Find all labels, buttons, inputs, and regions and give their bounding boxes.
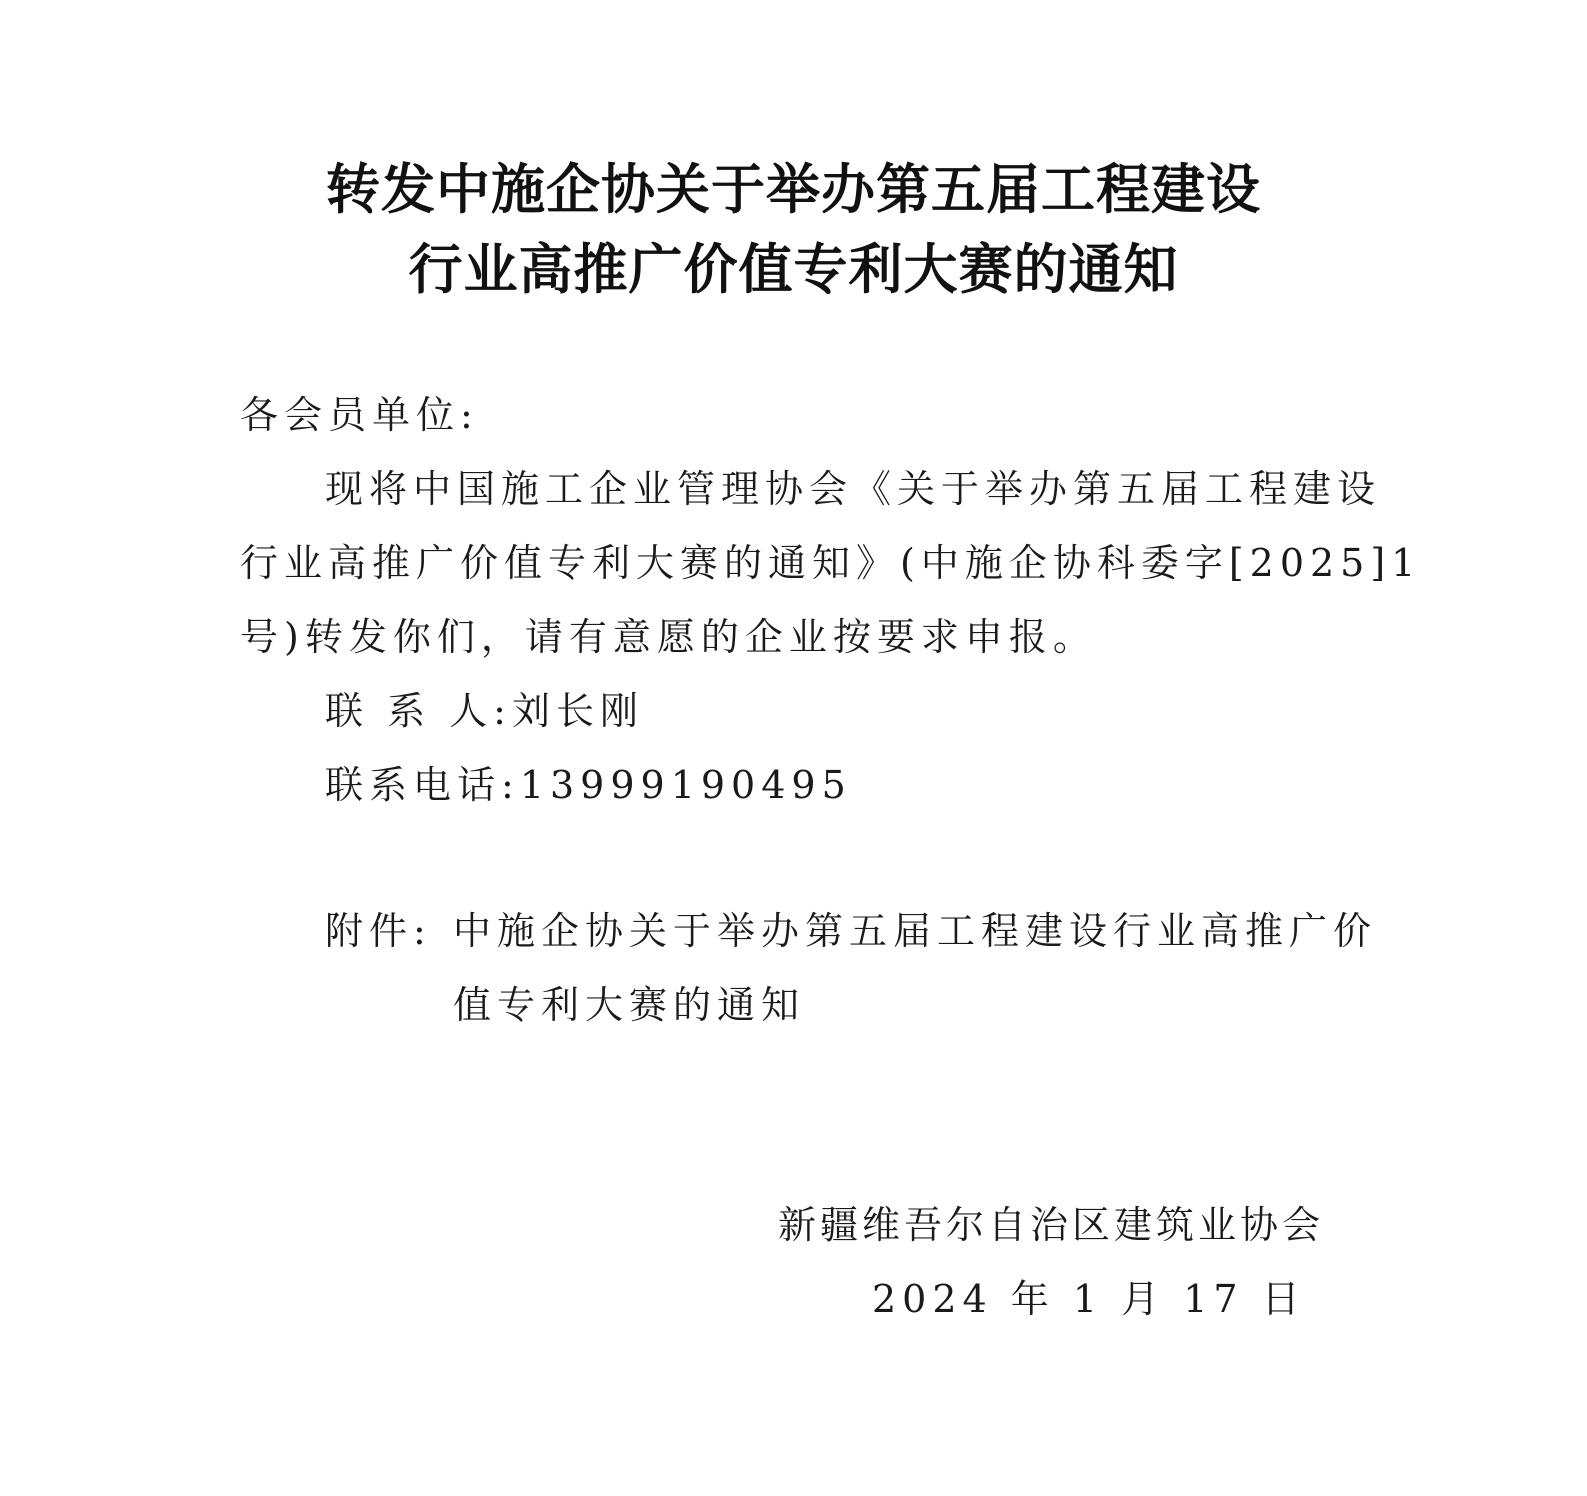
body-paragraph-line-2: 行业高推广价值专利大赛的通知》(中施企协科委字[2025]1 (240, 541, 1422, 585)
document-title-line-2: 行业高推广价值专利大赛的通知 (408, 237, 1179, 301)
contact-phone (325, 762, 852, 808)
attachment-title-line-1: 中施企协关于举办第五届工程建设行业高推广价 (453, 909, 1378, 953)
body-paragraph-line-3: 号)转发你们，请有意愿的企业按要求申报。 (240, 615, 1097, 659)
attachment-title-line-2: 值专利大赛的通知 (453, 983, 806, 1027)
contact-person-label: 联 系 人: (325, 689, 512, 733)
contact-phone-label: 联系电话: (325, 763, 520, 807)
contact-phone-value: 13999190495 (519, 763, 852, 807)
salutation: 各会员单位: (240, 393, 479, 437)
issuer-name: 新疆维吾尔自治区建筑业协会 (778, 1203, 1325, 1247)
body-paragraph-line-1: 现将中国施工企业管理协会《关于举办第五届工程建设 (325, 467, 1382, 511)
document-title-line-1: 转发中施企协关于举办第五届工程建设 (326, 157, 1261, 221)
attachment-label: 附件: (325, 909, 432, 953)
contact-person-name: 刘长刚 (511, 689, 644, 733)
issue-date: 2024 年 1 月 17 日 (872, 1277, 1306, 1321)
contact-person (325, 688, 644, 734)
